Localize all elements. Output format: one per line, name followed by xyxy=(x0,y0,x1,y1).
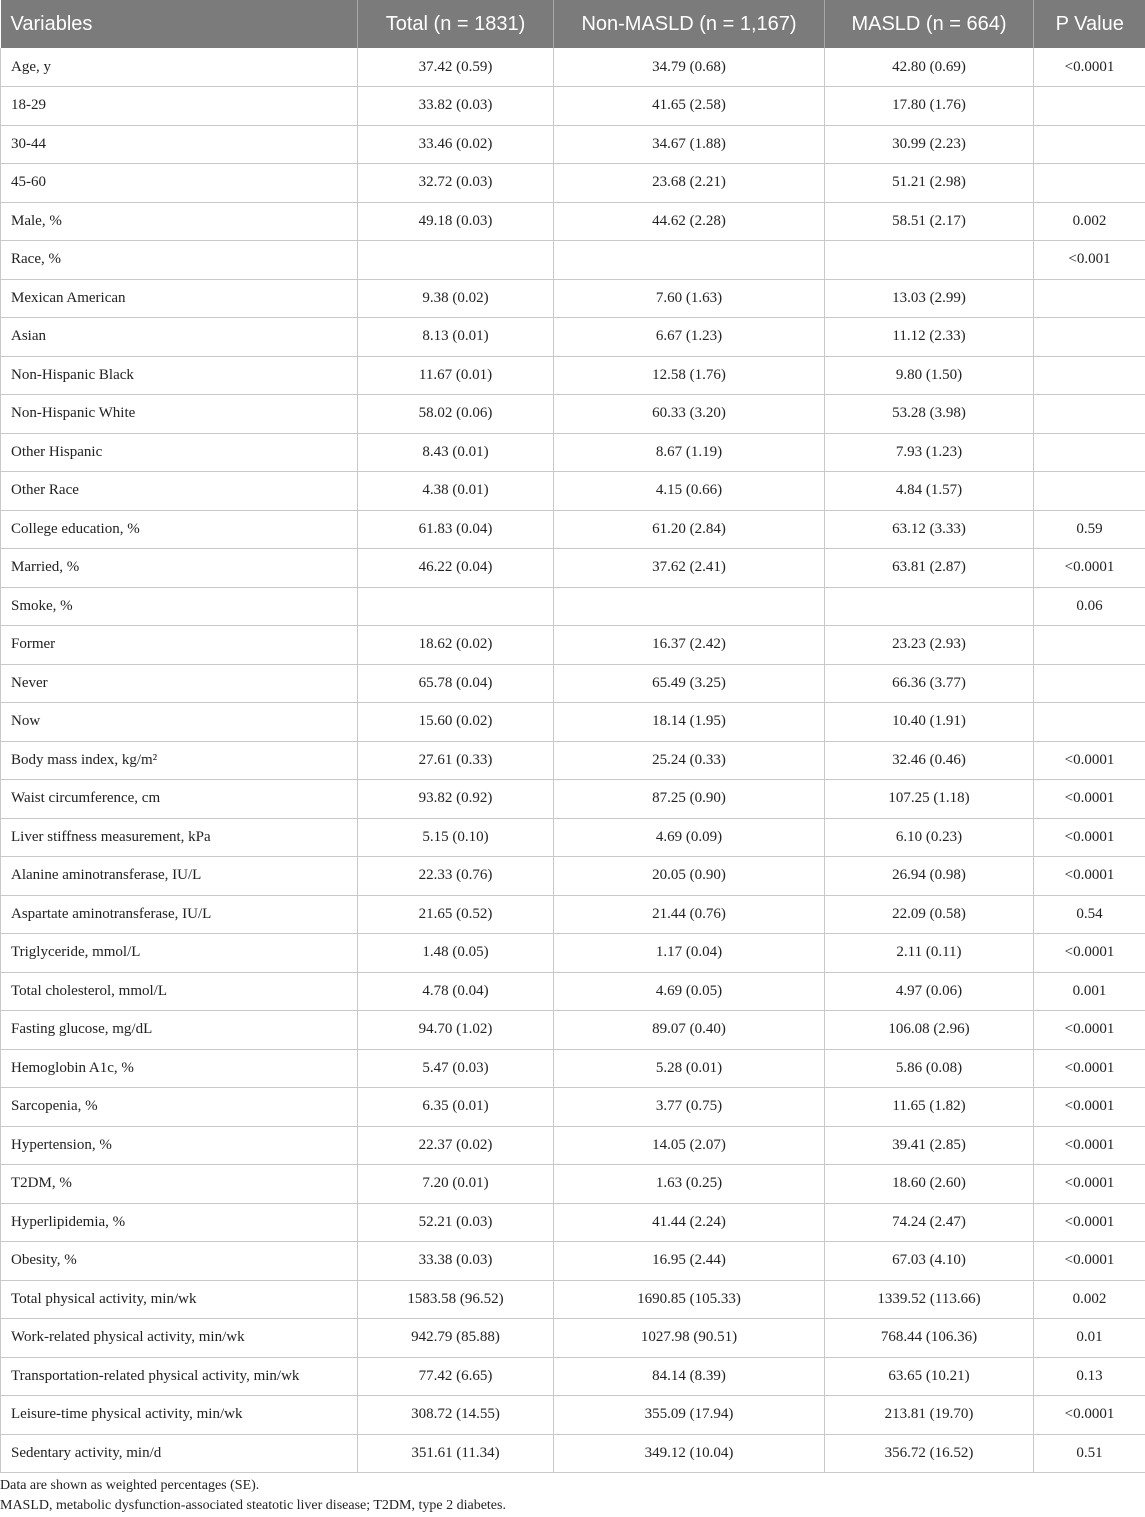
masld-cell: 30.99 (2.23) xyxy=(825,125,1034,164)
masld-cell xyxy=(825,241,1034,280)
total-cell: 52.21 (0.03) xyxy=(358,1203,554,1242)
masld-cell: 67.03 (4.10) xyxy=(825,1242,1034,1281)
variable-cell: Race, % xyxy=(1,241,358,280)
table-footnotes xyxy=(0,1476,1145,1516)
variable-cell: Waist circumference, cm xyxy=(1,780,358,819)
p-value-cell: <0.0001 xyxy=(1034,1088,1145,1127)
total-cell: 33.46 (0.02) xyxy=(358,125,554,164)
variable-cell: 45-60 xyxy=(1,164,358,203)
total-cell: 1583.58 (96.52) xyxy=(358,1280,554,1319)
p-value-cell xyxy=(1034,395,1145,434)
total-cell xyxy=(358,241,554,280)
total-cell: 308.72 (14.55) xyxy=(358,1396,554,1435)
p-value-cell xyxy=(1034,164,1145,203)
p-value-cell: 0.13 xyxy=(1034,1357,1145,1396)
masld-cell: 53.28 (3.98) xyxy=(825,395,1034,434)
masld-cell: 2.11 (0.11) xyxy=(825,934,1034,973)
variable-cell: Total physical activity, min/wk xyxy=(1,1280,358,1319)
table-row xyxy=(1,780,1145,819)
non-masld-cell: 20.05 (0.90) xyxy=(554,857,825,896)
total-cell: 46.22 (0.04) xyxy=(358,549,554,588)
table-row xyxy=(1,1396,1145,1435)
masld-cell: 63.65 (10.21) xyxy=(825,1357,1034,1396)
table-row xyxy=(1,48,1145,87)
total-cell: 22.37 (0.02) xyxy=(358,1126,554,1165)
table-row xyxy=(1,1088,1145,1127)
table-row xyxy=(1,433,1145,472)
p-value-cell: <0.0001 xyxy=(1034,1203,1145,1242)
table-row xyxy=(1,1203,1145,1242)
total-cell: 4.78 (0.04) xyxy=(358,972,554,1011)
variable-cell: Non-Hispanic Black xyxy=(1,356,358,395)
table-row xyxy=(1,895,1145,934)
non-masld-cell: 41.44 (2.24) xyxy=(554,1203,825,1242)
variable-cell: 18-29 xyxy=(1,87,358,126)
table-row xyxy=(1,1049,1145,1088)
masld-cell: 356.72 (16.52) xyxy=(825,1434,1034,1473)
masld-cell: 23.23 (2.93) xyxy=(825,626,1034,665)
table-row xyxy=(1,202,1145,241)
p-value-cell: <0.0001 xyxy=(1034,1242,1145,1281)
masld-cell: 26.94 (0.98) xyxy=(825,857,1034,896)
variable-cell: Now xyxy=(1,703,358,742)
p-value-cell: 0.001 xyxy=(1034,972,1145,1011)
header-p-value: P Value xyxy=(1055,12,1124,35)
total-cell: 1.48 (0.05) xyxy=(358,934,554,973)
table-row xyxy=(1,510,1145,549)
p-value-cell xyxy=(1034,318,1145,357)
masld-cell xyxy=(825,587,1034,626)
non-masld-cell: 21.44 (0.76) xyxy=(554,895,825,934)
total-cell: 4.38 (0.01) xyxy=(358,472,554,511)
total-cell: 33.38 (0.03) xyxy=(358,1242,554,1281)
variable-cell: T2DM, % xyxy=(1,1165,358,1204)
p-value-cell: <0.0001 xyxy=(1034,818,1145,857)
table-row xyxy=(1,87,1145,126)
table-row xyxy=(1,1434,1145,1473)
non-masld-cell: 65.49 (3.25) xyxy=(554,664,825,703)
non-masld-cell: 4.69 (0.05) xyxy=(554,972,825,1011)
table-row xyxy=(1,1280,1145,1319)
p-value-cell: <0.0001 xyxy=(1034,857,1145,896)
non-masld-cell: 1690.85 (105.33) xyxy=(554,1280,825,1319)
non-masld-cell: 41.65 (2.58) xyxy=(554,87,825,126)
variable-cell: Work-related physical activity, min/wk xyxy=(1,1319,358,1358)
variable-cell: Liver stiffness measurement, kPa xyxy=(1,818,358,857)
variable-cell: Hypertension, % xyxy=(1,1126,358,1165)
table-row xyxy=(1,164,1145,203)
p-value-cell: 0.01 xyxy=(1034,1319,1145,1358)
non-masld-cell: 34.67 (1.88) xyxy=(554,125,825,164)
p-value-cell xyxy=(1034,87,1145,126)
total-cell: 94.70 (1.02) xyxy=(358,1011,554,1050)
masld-cell: 4.97 (0.06) xyxy=(825,972,1034,1011)
table-row xyxy=(1,279,1145,318)
variable-cell: Obesity, % xyxy=(1,1242,358,1281)
p-value-cell: <0.0001 xyxy=(1034,549,1145,588)
variable-cell: Alanine aminotransferase, IU/L xyxy=(1,857,358,896)
variable-cell: 30-44 xyxy=(1,125,358,164)
table-row xyxy=(1,241,1145,280)
p-value-cell xyxy=(1034,472,1145,511)
total-cell: 5.47 (0.03) xyxy=(358,1049,554,1088)
variable-cell: Smoke, % xyxy=(1,587,358,626)
total-cell: 49.18 (0.03) xyxy=(358,202,554,241)
non-masld-cell: 5.28 (0.01) xyxy=(554,1049,825,1088)
total-cell: 21.65 (0.52) xyxy=(358,895,554,934)
total-cell: 8.43 (0.01) xyxy=(358,433,554,472)
masld-cell: 11.65 (1.82) xyxy=(825,1088,1034,1127)
non-masld-cell: 8.67 (1.19) xyxy=(554,433,825,472)
non-masld-cell: 1.63 (0.25) xyxy=(554,1165,825,1204)
non-masld-cell: 4.15 (0.66) xyxy=(554,472,825,511)
masld-cell: 39.41 (2.85) xyxy=(825,1126,1034,1165)
non-masld-cell: 14.05 (2.07) xyxy=(554,1126,825,1165)
variable-cell: Body mass index, kg/m² xyxy=(1,741,358,780)
table-row xyxy=(1,125,1145,164)
total-cell: 11.67 (0.01) xyxy=(358,356,554,395)
p-value-cell xyxy=(1034,125,1145,164)
p-value-cell: <0.0001 xyxy=(1034,1396,1145,1435)
non-masld-cell: 349.12 (10.04) xyxy=(554,1434,825,1473)
variable-cell: Hemoglobin A1c, % xyxy=(1,1049,358,1088)
total-cell: 58.02 (0.06) xyxy=(358,395,554,434)
variable-cell: Asian xyxy=(1,318,358,357)
non-masld-cell: 89.07 (0.40) xyxy=(554,1011,825,1050)
masld-cell: 13.03 (2.99) xyxy=(825,279,1034,318)
total-cell: 8.13 (0.01) xyxy=(358,318,554,357)
variable-cell: Leisure-time physical activity, min/wk xyxy=(1,1396,358,1435)
table-row xyxy=(1,664,1145,703)
footnote-data-note: Data are shown as weighted percentages (SE). xyxy=(0,1478,260,1493)
table-body xyxy=(1,48,1145,1473)
total-cell: 37.42 (0.59) xyxy=(358,48,554,87)
total-cell: 65.78 (0.04) xyxy=(358,664,554,703)
masld-cell: 10.40 (1.91) xyxy=(825,703,1034,742)
p-value-cell: 0.002 xyxy=(1034,202,1145,241)
masld-cell: 7.93 (1.23) xyxy=(825,433,1034,472)
total-cell: 77.42 (6.65) xyxy=(358,1357,554,1396)
table-row xyxy=(1,1011,1145,1050)
header-non-masld: Non-MASLD (n = 1,167) xyxy=(554,0,825,48)
table-row xyxy=(1,395,1145,434)
total-cell: 351.61 (11.34) xyxy=(358,1434,554,1473)
masld-cell: 63.12 (3.33) xyxy=(825,510,1034,549)
p-value-cell: 0.002 xyxy=(1034,1280,1145,1319)
masld-cell: 66.36 (3.77) xyxy=(825,664,1034,703)
total-cell: 942.79 (85.88) xyxy=(358,1319,554,1358)
variable-cell: Never xyxy=(1,664,358,703)
non-masld-cell xyxy=(554,241,825,280)
non-masld-cell: 60.33 (3.20) xyxy=(554,395,825,434)
p-value-cell xyxy=(1034,279,1145,318)
total-cell: 9.38 (0.02) xyxy=(358,279,554,318)
p-value-cell xyxy=(1034,626,1145,665)
variable-cell: Hyperlipidemia, % xyxy=(1,1203,358,1242)
total-cell xyxy=(358,587,554,626)
non-masld-cell: 87.25 (0.90) xyxy=(554,780,825,819)
variable-cell: Other Hispanic xyxy=(1,433,358,472)
table-row xyxy=(1,472,1145,511)
non-masld-cell: 37.62 (2.41) xyxy=(554,549,825,588)
table-row xyxy=(1,318,1145,357)
total-cell: 93.82 (0.92) xyxy=(358,780,554,819)
table-row xyxy=(1,356,1145,395)
table-row xyxy=(1,741,1145,780)
masld-cell: 17.80 (1.76) xyxy=(825,87,1034,126)
total-cell: 7.20 (0.01) xyxy=(358,1165,554,1204)
p-value-cell: <0.0001 xyxy=(1034,1165,1145,1204)
masld-cell: 9.80 (1.50) xyxy=(825,356,1034,395)
non-masld-cell: 23.68 (2.21) xyxy=(554,164,825,203)
non-masld-cell: 25.24 (0.33) xyxy=(554,741,825,780)
variable-cell: Aspartate aminotransferase, IU/L xyxy=(1,895,358,934)
variable-cell: Married, % xyxy=(1,549,358,588)
table-row xyxy=(1,934,1145,973)
variable-cell: Male, % xyxy=(1,202,358,241)
table-row xyxy=(1,1165,1145,1204)
masld-cell: 63.81 (2.87) xyxy=(825,549,1034,588)
p-value-cell: <0.0001 xyxy=(1034,1011,1145,1050)
table-row xyxy=(1,1357,1145,1396)
masld-cell: 1339.52 (113.66) xyxy=(825,1280,1034,1319)
masld-cell: 768.44 (106.36) xyxy=(825,1319,1034,1358)
variable-cell: Former xyxy=(1,626,358,665)
p-value-cell: 0.54 xyxy=(1034,895,1145,934)
masld-cell: 18.60 (2.60) xyxy=(825,1165,1034,1204)
p-value-cell: 0.51 xyxy=(1034,1434,1145,1473)
masld-cell: 213.81 (19.70) xyxy=(825,1396,1034,1435)
masld-cell: 51.21 (2.98) xyxy=(825,164,1034,203)
p-value-cell: <0.0001 xyxy=(1034,934,1145,973)
non-masld-cell: 16.37 (2.42) xyxy=(554,626,825,665)
p-value-cell xyxy=(1034,664,1145,703)
p-value-cell: 0.06 xyxy=(1034,587,1145,626)
table-row xyxy=(1,818,1145,857)
non-masld-cell: 84.14 (8.39) xyxy=(554,1357,825,1396)
table-row xyxy=(1,587,1145,626)
variable-cell: College education, % xyxy=(1,510,358,549)
masld-cell: 5.86 (0.08) xyxy=(825,1049,1034,1088)
non-masld-cell: 4.69 (0.09) xyxy=(554,818,825,857)
non-masld-cell: 6.67 (1.23) xyxy=(554,318,825,357)
non-masld-cell: 3.77 (0.75) xyxy=(554,1088,825,1127)
non-masld-cell xyxy=(554,587,825,626)
header-total: Total (n = 1831) xyxy=(358,0,554,48)
non-masld-cell: 61.20 (2.84) xyxy=(554,510,825,549)
non-masld-cell: 12.58 (1.76) xyxy=(554,356,825,395)
masld-cell: 11.12 (2.33) xyxy=(825,318,1034,357)
table-row xyxy=(1,1126,1145,1165)
total-cell: 5.15 (0.10) xyxy=(358,818,554,857)
table-row xyxy=(1,703,1145,742)
variable-cell: Transportation-related physical activity, min/wk xyxy=(1,1357,358,1396)
table-row xyxy=(1,626,1145,665)
header-variables: Variables xyxy=(1,0,358,48)
total-cell: 15.60 (0.02) xyxy=(358,703,554,742)
variable-cell: Sedentary activity, min/d xyxy=(1,1434,358,1473)
total-cell: 32.72 (0.03) xyxy=(358,164,554,203)
table-header-row xyxy=(1,0,1145,48)
non-masld-cell: 34.79 (0.68) xyxy=(554,48,825,87)
p-value-cell xyxy=(1034,356,1145,395)
total-cell: 27.61 (0.33) xyxy=(358,741,554,780)
non-masld-cell: 18.14 (1.95) xyxy=(554,703,825,742)
variable-cell: Triglyceride, mmol/L xyxy=(1,934,358,973)
non-masld-cell: 1.17 (0.04) xyxy=(554,934,825,973)
variable-cell: Fasting glucose, mg/dL xyxy=(1,1011,358,1050)
variable-cell: Other Race xyxy=(1,472,358,511)
total-cell: 33.82 (0.03) xyxy=(358,87,554,126)
table-row xyxy=(1,1319,1145,1358)
variable-cell: Total cholesterol, mmol/L xyxy=(1,972,358,1011)
masld-cell: 32.46 (0.46) xyxy=(825,741,1034,780)
p-value-cell: <0.001 xyxy=(1034,241,1145,280)
total-cell: 6.35 (0.01) xyxy=(358,1088,554,1127)
p-value-cell: <0.0001 xyxy=(1034,1126,1145,1165)
masld-cell: 42.80 (0.69) xyxy=(825,48,1034,87)
variable-cell: Age, y xyxy=(1,48,358,87)
masld-cell: 106.08 (2.96) xyxy=(825,1011,1034,1050)
variable-cell: Non-Hispanic White xyxy=(1,395,358,434)
masld-cell: 107.25 (1.18) xyxy=(825,780,1034,819)
total-cell: 61.83 (0.04) xyxy=(358,510,554,549)
non-masld-cell: 1027.98 (90.51) xyxy=(554,1319,825,1358)
non-masld-cell: 44.62 (2.28) xyxy=(554,202,825,241)
table-row xyxy=(1,972,1145,1011)
masld-cell: 6.10 (0.23) xyxy=(825,818,1034,857)
p-value-cell: 0.59 xyxy=(1034,510,1145,549)
masld-cell: 58.51 (2.17) xyxy=(825,202,1034,241)
p-value-cell xyxy=(1034,703,1145,742)
footnote-abbreviations: MASLD, metabolic dysfunction-associated steatotic liver disease; T2DM, type 2 diabetes. xyxy=(0,1498,506,1513)
variable-cell: Mexican American xyxy=(1,279,358,318)
masld-cell: 4.84 (1.57) xyxy=(825,472,1034,511)
total-cell: 18.62 (0.02) xyxy=(358,626,554,665)
masld-cell: 74.24 (2.47) xyxy=(825,1203,1034,1242)
table-row xyxy=(1,549,1145,588)
p-value-cell: <0.0001 xyxy=(1034,741,1145,780)
table-row xyxy=(1,857,1145,896)
non-masld-cell: 16.95 (2.44) xyxy=(554,1242,825,1281)
p-value-cell xyxy=(1034,433,1145,472)
p-value-cell: <0.0001 xyxy=(1034,780,1145,819)
p-value-cell: <0.0001 xyxy=(1034,1049,1145,1088)
non-masld-cell: 355.09 (17.94) xyxy=(554,1396,825,1435)
masld-cell: 22.09 (0.58) xyxy=(825,895,1034,934)
non-masld-cell: 7.60 (1.63) xyxy=(554,279,825,318)
p-value-cell: <0.0001 xyxy=(1034,48,1145,87)
variable-cell: Sarcopenia, % xyxy=(1,1088,358,1127)
table-row xyxy=(1,1242,1145,1281)
header-masld: MASLD (n = 664) xyxy=(825,0,1034,48)
total-cell: 22.33 (0.76) xyxy=(358,857,554,896)
